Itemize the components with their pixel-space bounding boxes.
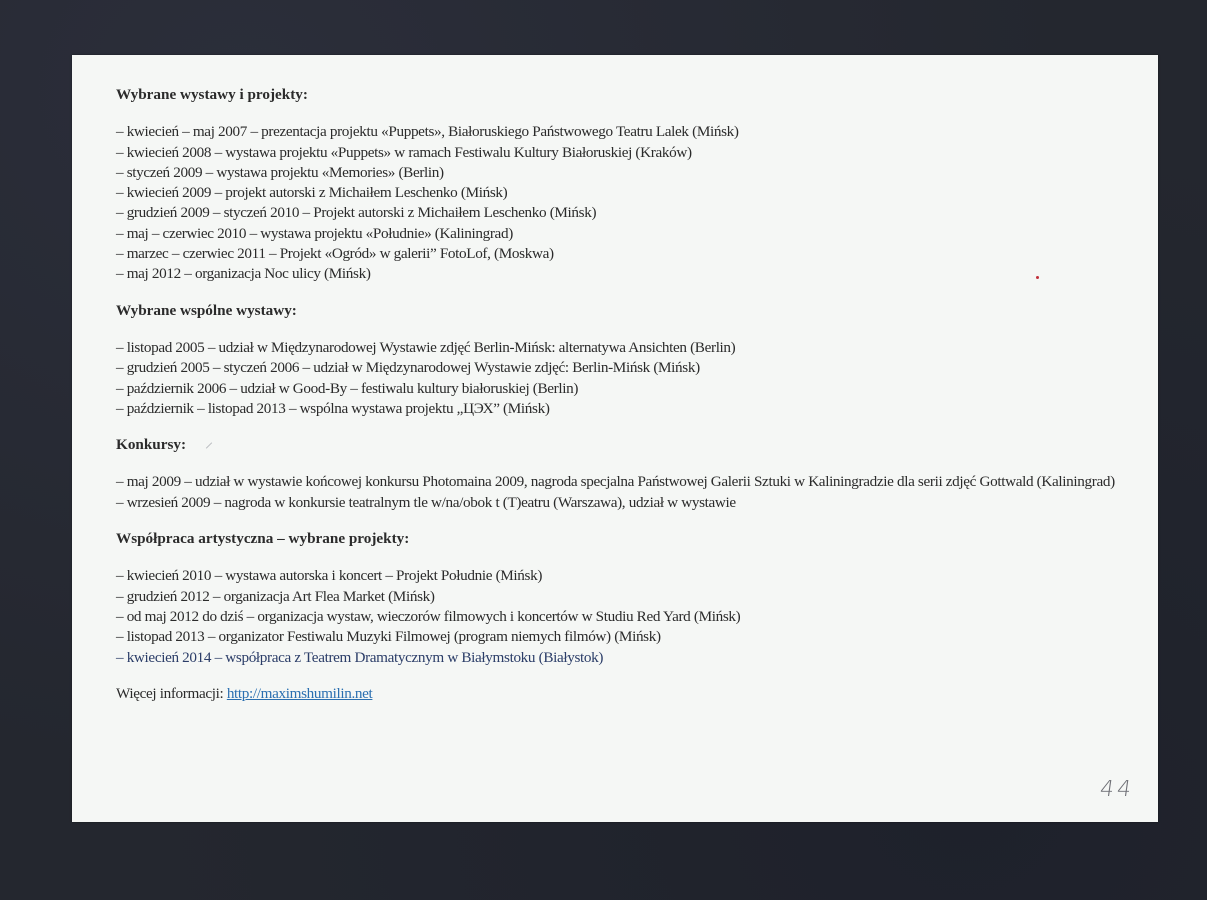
document-page bbox=[72, 55, 1158, 822]
list-item: – listopad 2013 – organizator Festiwalu Muzyki Filmowej (program niemych filmów) (Mińsk) bbox=[116, 628, 661, 646]
list-item: – grudzień 2012 – organizacja Art Flea Market (Mińsk) bbox=[116, 587, 435, 605]
list-item: – maj – czerwiec 2010 – wystawa projektu «Południe» (Kaliningrad) bbox=[116, 224, 513, 242]
section-title-competitions: Konkursy: bbox=[116, 436, 187, 454]
section-title-group-exhibitions: Wybrane wspólne wystawy: bbox=[116, 301, 297, 319]
competitions-list bbox=[116, 472, 1116, 513]
section-title-exhibitions: Wybrane wystawy i projekty: bbox=[116, 86, 308, 103]
list-item: – październik – listopad 2013 – wspólna wystawa projektu „ЦЭХ” (Mińsk) bbox=[116, 399, 550, 417]
list-item: – listopad 2005 – udział w Międzynarodowej Wystawie zdjęć Berlin-Mińsk: alternatywa Ansichten (Berlin) bbox=[116, 338, 736, 356]
list-item: – kwiecień 2014 – współpraca z Teatrem Dramatycznym w Białymstoku (Białystok) bbox=[116, 648, 604, 666]
list-item: – grudzień 2009 – styczeń 2010 – Projekt autorski z Michaiłem Leschenko (Mińsk) bbox=[116, 204, 597, 222]
handwritten-page-number: 44 bbox=[1098, 777, 1136, 802]
list-item: – kwiecień 2008 – wystawa projektu «Puppets» w ramach Festiwalu Kultury Białoruskiej (Kraków) bbox=[116, 143, 692, 161]
list-item: – marzec – czerwiec 2011 – Projekt «Ogród» w galerii” FotoLof, (Moskwa) bbox=[116, 245, 554, 263]
more-info-line bbox=[116, 684, 1116, 704]
more-info-label: Więcej informacji: bbox=[116, 684, 227, 702]
list-item: – maj 2009 – udział w wystawie końcowej konkursu Photomaina 2009, nagroda specjalna Państwowej Galerii Sztuki w Kaliningradzie dla serii zdjęć Gottwald (Kaliningrad) bbox=[116, 473, 1115, 491]
list-item: – październik 2006 – udział w Good-By – festiwalu kultury białoruskiej (Berlin) bbox=[116, 379, 579, 397]
section-title-collaboration: Współpraca artystyczna – wybrane projekty: bbox=[116, 530, 410, 548]
list-item: – kwiecień 2010 – wystawa autorska i koncert – Projekt Południe (Mińsk) bbox=[116, 567, 543, 585]
list-item: – od maj 2012 do dziś – organizacja wystaw, wieczorów filmowych i koncertów w Studiu Red Yard (Mińsk) bbox=[116, 607, 741, 625]
exhibitions-list bbox=[116, 122, 1116, 284]
group-exhibitions-list bbox=[116, 338, 1116, 419]
list-item: – styczeń 2009 – wystawa projektu «Memories» (Berlin) bbox=[116, 163, 444, 181]
document-content bbox=[116, 85, 1116, 719]
list-item: – grudzień 2005 – styczeń 2006 – udział w Międzynarodowej Wystawie zdjęć: Berlin-Mińsk (Mińsk) bbox=[116, 359, 700, 377]
list-item: – kwiecień 2009 – projekt autorski z Michaiłem Leschenko (Mińsk) bbox=[116, 184, 508, 202]
list-item: – wrzesień 2009 – nagroda w konkursie teatralnym tle w/na/obok t (T)eatru (Warszawa), udział w wystawie bbox=[116, 493, 736, 511]
list-item: – maj 2012 – organizacja Noc ulicy (Mińsk) bbox=[116, 265, 371, 283]
collaboration-list bbox=[116, 566, 1116, 667]
list-item: – kwiecień – maj 2007 – prezentacja projektu «Puppets», Białoruskiego Państwowego Teatru Lalek (Mińsk) bbox=[116, 123, 739, 141]
website-link[interactable]: http://maximshumilin.net bbox=[226, 684, 373, 702]
